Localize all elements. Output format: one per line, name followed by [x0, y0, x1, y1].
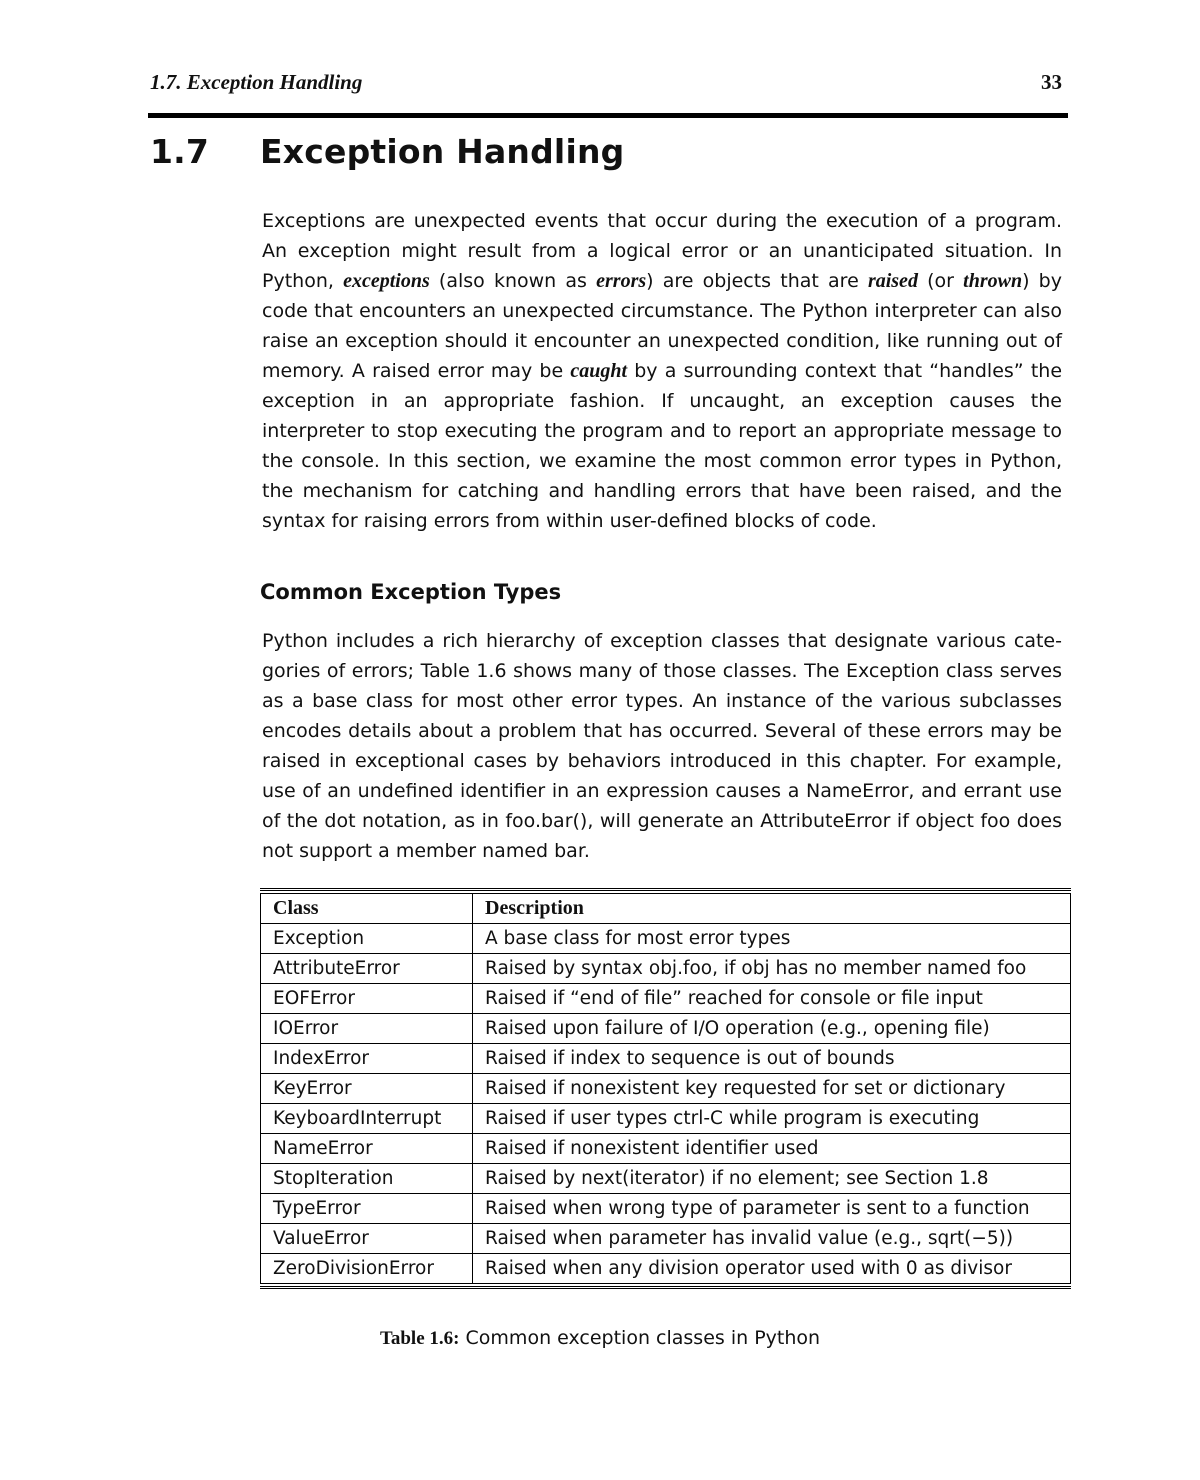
intro-text-5: ) by code that encounters an unexpected circumstance. The Python interpreter can also raise an exception should it encounter an unexpected condition, like running out of memory. A raised error may be: [262, 270, 1062, 382]
description-cell: Raised if user types ctrl-C while program is executing: [473, 1104, 1071, 1134]
table-row: [261, 1014, 1071, 1044]
section-heading: [150, 132, 624, 171]
exception-types-paragraph: Python includes a rich hierarchy of exception classes that designate various categories of errors; Table 1.6 shows many of those classes. The Exception class serves as a base class for most other error types. An instance of the various subclasses encodes details about a problem that has occurred. Several of these errors may be raised in exceptional cases by behaviors introduced in this chapter. For example, use of an undefined identifier in an expression causes a NameError, and errant use of the dot notation, as in foo.bar(), will generate an AttributeError if object foo does not support a member named bar.: [262, 630, 1062, 862]
intro-text-3: ) are objects that are: [646, 270, 868, 292]
description-cell: Raised when wrong type of parameter is sent to a function: [473, 1194, 1071, 1224]
class-cell: KeyboardInterrupt: [261, 1104, 473, 1134]
subsection-heading: Common Exception Types: [260, 580, 562, 604]
description-cell: Raised if nonexistent key requested for set or dictionary: [473, 1074, 1071, 1104]
table-row: [261, 1044, 1071, 1074]
header-description: Description: [473, 894, 1071, 924]
caption-label: Table 1.6:: [379, 1328, 460, 1349]
section-number: 1.7: [150, 132, 210, 171]
class-cell: TypeError: [261, 1194, 473, 1224]
term-exceptions: exceptions: [343, 270, 430, 292]
exception-table-frame: [260, 888, 1071, 1289]
class-cell: EOFError: [261, 984, 473, 1014]
table-row: [261, 924, 1071, 954]
table-row: [261, 1074, 1071, 1104]
table-row: [261, 1104, 1071, 1134]
class-cell: ZeroDivisionError: [261, 1254, 473, 1284]
class-cell: Exception: [261, 924, 473, 954]
description-cell: Raised by syntax obj.foo, if obj has no member named foo: [473, 954, 1071, 984]
description-cell: Raised when any division operator used with 0 as divisor: [473, 1254, 1071, 1284]
description-cell: Raised upon failure of I/O operation (e.g., opening file): [473, 1014, 1071, 1044]
table-row: [261, 1194, 1071, 1224]
description-cell: Raised if “end of file” reached for console or file input: [473, 984, 1071, 1014]
intro-text-4: (or: [917, 270, 964, 292]
running-head: [150, 70, 1062, 95]
class-cell: IOError: [261, 1014, 473, 1044]
class-cell: ValueError: [261, 1224, 473, 1254]
description-cell: Raised when parameter has invalid value (e.g., sqrt(−5)): [473, 1224, 1071, 1254]
page-number: 33: [1041, 70, 1062, 94]
exception-table: [260, 893, 1071, 1284]
class-cell: AttributeError: [261, 954, 473, 984]
caption-text: Common exception classes in Python: [465, 1327, 821, 1349]
table-row: [261, 1164, 1071, 1194]
header-rule: [148, 113, 1068, 118]
description-cell: Raised if nonexistent identifier used: [473, 1134, 1071, 1164]
description-cell: Raised if index to sequence is out of bounds: [473, 1044, 1071, 1074]
class-cell: IndexError: [261, 1044, 473, 1074]
intro-text-2: (also known as: [429, 270, 597, 292]
table-row: [261, 984, 1071, 1014]
section-title: Exception Handling: [260, 132, 625, 171]
class-cell: KeyError: [261, 1074, 473, 1104]
intro-text-1: Exceptions are unexpected events that occur during the execution of a program. An exception might result from a logical error or an unanticipated situation. In Python,: [262, 210, 1062, 292]
header-class: Class: [261, 894, 473, 924]
intro-paragraph: [262, 206, 1062, 536]
class-cell: NameError: [261, 1134, 473, 1164]
description-cell: A base class for most error types: [473, 924, 1071, 954]
description-cell: Raised by next(iterator) if no element; see Section 1.8: [473, 1164, 1071, 1194]
table-row: [261, 1224, 1071, 1254]
table-row: [261, 1254, 1071, 1284]
table-row: [261, 1134, 1071, 1164]
class-cell: StopIteration: [261, 1164, 473, 1194]
intro-text-6: by a surrounding context that “handles” the exception in an appropriate fashion. If uncaught, an exception causes the interpreter to stop executing the program and to report an appropriate message to the console. In this section, we examine the most common error types in Python, the mechanism for catching and handling errors that have been raised, and the syntax for raising errors from within user-defined blocks of code.: [262, 360, 1063, 532]
term-errors: errors: [596, 270, 647, 292]
term-caught: caught: [570, 360, 628, 382]
table-row: [261, 954, 1071, 984]
table-caption: [0, 1327, 1200, 1350]
term-thrown: thrown: [963, 270, 1023, 292]
table-header-row: [261, 894, 1071, 924]
running-title: 1.7. Exception Handling: [150, 70, 363, 94]
term-raised: raised: [867, 270, 918, 292]
